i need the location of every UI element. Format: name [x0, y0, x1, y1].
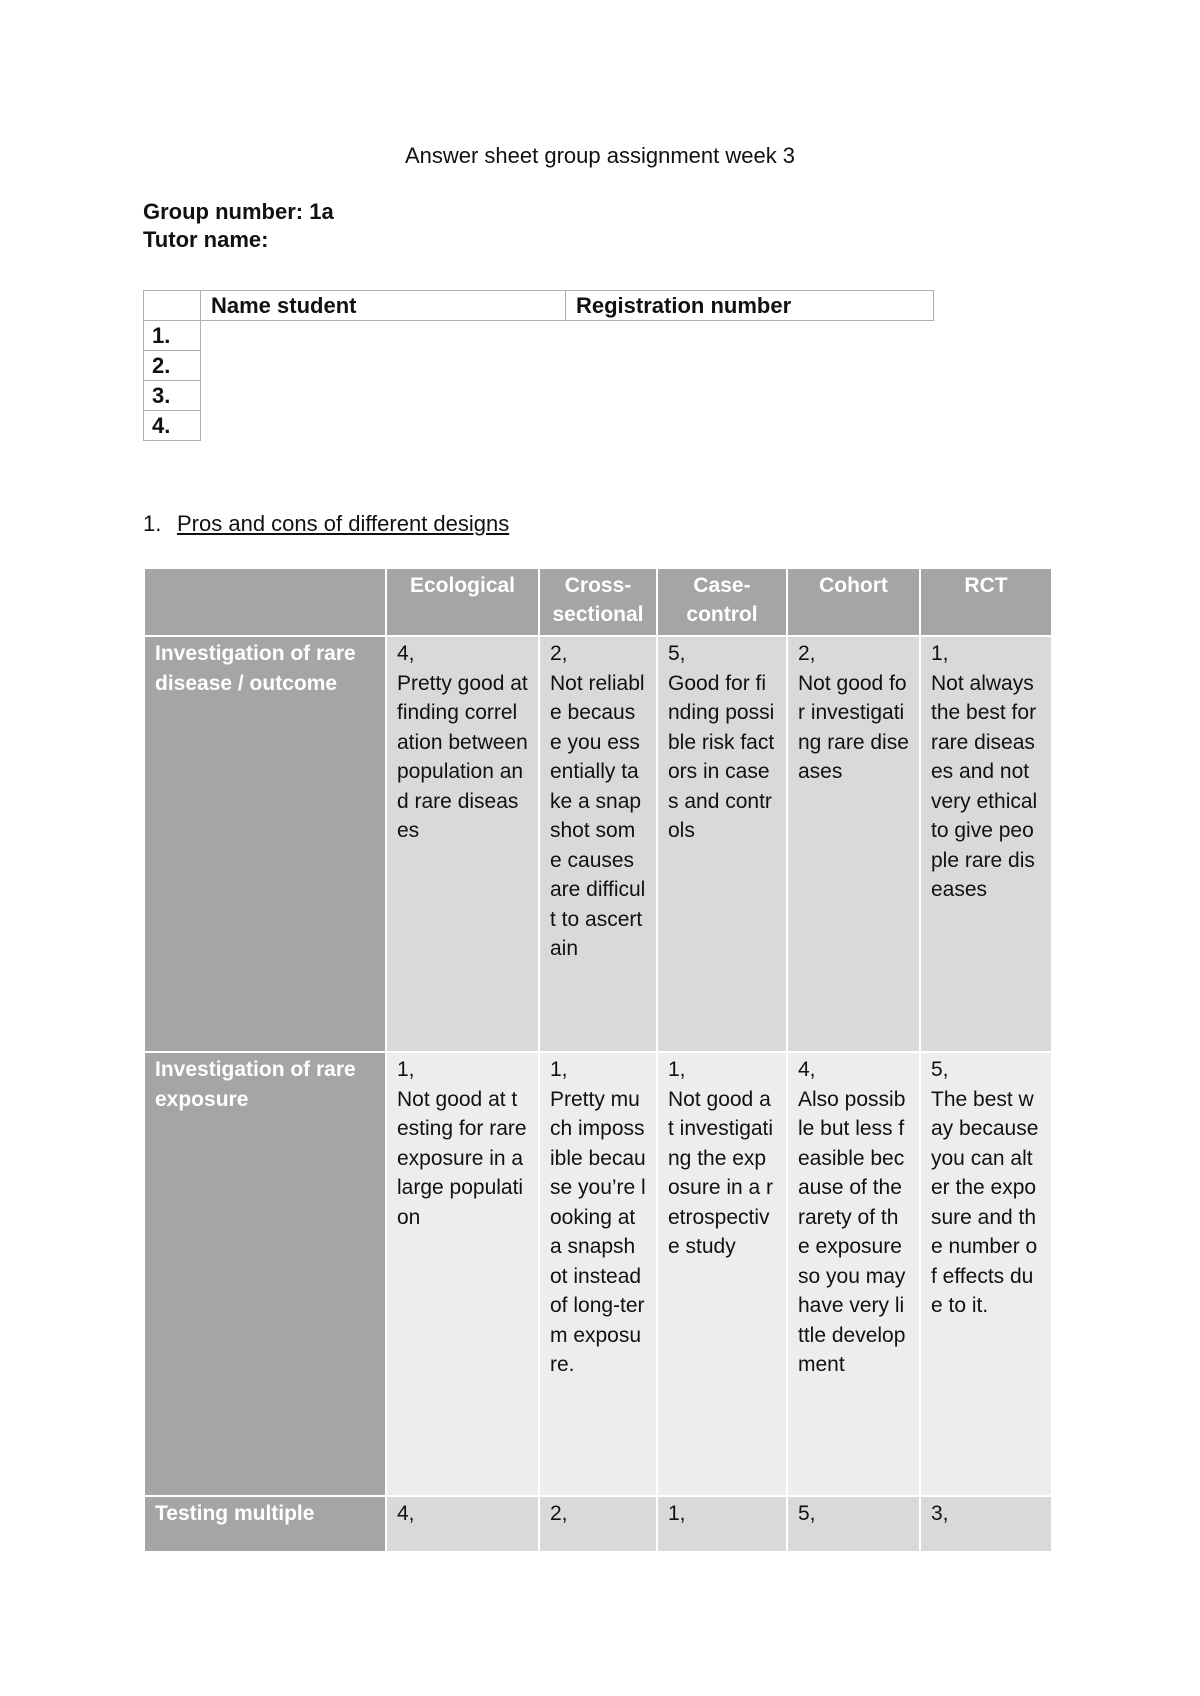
- rating-explanation: Not always the best for rare diseases and not very ethical to give people rare diseases: [931, 671, 1038, 901]
- student-row: [144, 411, 934, 441]
- rating-explanation: Pretty much impossible because you’re looking at a snapshot instead of long-term exposure.: [550, 1087, 646, 1376]
- rating-cell: [386, 636, 539, 1052]
- group-number-label: Group number:: [143, 199, 304, 224]
- rating-score: 1,: [397, 1058, 415, 1081]
- rating-cell: [657, 636, 787, 1052]
- document-title: Answer sheet group assignment week 3: [404, 143, 796, 168]
- students-corner-cell: [144, 291, 201, 321]
- section-number: 1.: [143, 511, 162, 536]
- column-header-cross-sectional: Cross-sectional: [539, 568, 657, 636]
- student-name-cell[interactable]: [201, 321, 566, 351]
- student-row-number: 4.: [144, 411, 201, 441]
- students-header-registration: Registration number: [566, 291, 934, 321]
- rating-score: 2,: [798, 642, 816, 665]
- rating-score: 1,: [668, 1502, 686, 1525]
- rating-cell: [920, 1052, 1052, 1496]
- rating-score: 5,: [798, 1502, 816, 1525]
- student-name-cell[interactable]: [201, 381, 566, 411]
- rating-explanation: Not good for investigating rare diseases: [798, 671, 909, 783]
- column-header-case-control: Case-control: [657, 568, 787, 636]
- rating-cell: [920, 1496, 1052, 1552]
- rating-cell: [787, 1496, 920, 1552]
- rating-explanation: Not reliable because you essentially take a snapshot some causes are difficult to ascertain: [550, 671, 646, 960]
- rating-cell: [386, 1052, 539, 1496]
- design-header-row: [144, 568, 1052, 636]
- students-header-name: Name student: [201, 291, 566, 321]
- rating-cell: [920, 636, 1052, 1052]
- rating-score: 4,: [397, 1502, 415, 1525]
- column-header-ecological: Ecological: [386, 568, 539, 636]
- rating-explanation: Also possible but less feasible because of the rarety of the exposure so you may have very little development: [798, 1087, 906, 1376]
- rating-explanation: Pretty good at finding correlation between population and rare diseases: [397, 671, 528, 842]
- rating-explanation: The best way because you can alter the exposure and the number of effects due to it.: [931, 1087, 1039, 1317]
- rating-score: 4,: [397, 642, 415, 665]
- design-comparison-table: [143, 567, 1053, 1553]
- student-name-cell[interactable]: [201, 411, 566, 441]
- rating-cell: [657, 1496, 787, 1552]
- rating-cell: [787, 636, 920, 1052]
- rating-explanation: Good for finding possible risk factors in cases and controls: [668, 671, 775, 842]
- student-registration-cell[interactable]: [566, 411, 934, 441]
- group-number-value: 1a: [309, 199, 334, 224]
- student-row-number: 2.: [144, 351, 201, 381]
- rating-explanation: Not good at investigating the exposure in a retrospective study: [668, 1087, 774, 1258]
- students-header-row: [144, 291, 934, 321]
- student-registration-cell[interactable]: [566, 381, 934, 411]
- rating-cell: [539, 1052, 657, 1496]
- table-row: [144, 636, 1052, 1052]
- row-header-testing-multiple: Testing multiple: [144, 1496, 386, 1552]
- student-registration-cell[interactable]: [566, 321, 934, 351]
- student-name-cell[interactable]: [201, 351, 566, 381]
- row-header-rare-exposure: Investigation of rare exposure: [144, 1052, 386, 1496]
- student-row: [144, 351, 934, 381]
- student-registration-cell[interactable]: [566, 351, 934, 381]
- table-row: [144, 1496, 1052, 1552]
- rating-cell: [539, 1496, 657, 1552]
- design-corner-cell: [144, 568, 386, 636]
- rating-cell: [657, 1052, 787, 1496]
- tutor-name-line: [143, 226, 268, 254]
- column-header-cohort: Cohort: [787, 568, 920, 636]
- table-row: [144, 1052, 1052, 1496]
- group-number-line: [143, 198, 334, 226]
- student-row-number: 1.: [144, 321, 201, 351]
- student-row-number: 3.: [144, 381, 201, 411]
- rating-score: 1,: [931, 642, 949, 665]
- students-table: [143, 290, 934, 441]
- rating-score: 4,: [798, 1058, 816, 1081]
- student-row: [144, 321, 934, 351]
- rating-score: 2,: [550, 1502, 568, 1525]
- student-row: [144, 381, 934, 411]
- rating-score: 2,: [550, 642, 568, 665]
- rating-cell: [386, 1496, 539, 1552]
- rating-score: 1,: [668, 1058, 686, 1081]
- rating-cell: [787, 1052, 920, 1496]
- tutor-name-label: Tutor name:: [143, 227, 269, 252]
- row-header-rare-disease: Investigation of rare disease / outcome: [144, 636, 386, 1052]
- section-title: Pros and cons of different designs: [177, 511, 510, 536]
- rating-score: 1,: [550, 1058, 568, 1081]
- rating-score: 3,: [931, 1502, 949, 1525]
- rating-cell: [539, 636, 657, 1052]
- section-heading: [143, 510, 509, 538]
- rating-score: 5,: [668, 642, 686, 665]
- column-header-rct: RCT: [920, 568, 1052, 636]
- rating-score: 5,: [931, 1058, 949, 1081]
- rating-explanation: Not good at testing for rare exposure in a large population: [397, 1087, 527, 1229]
